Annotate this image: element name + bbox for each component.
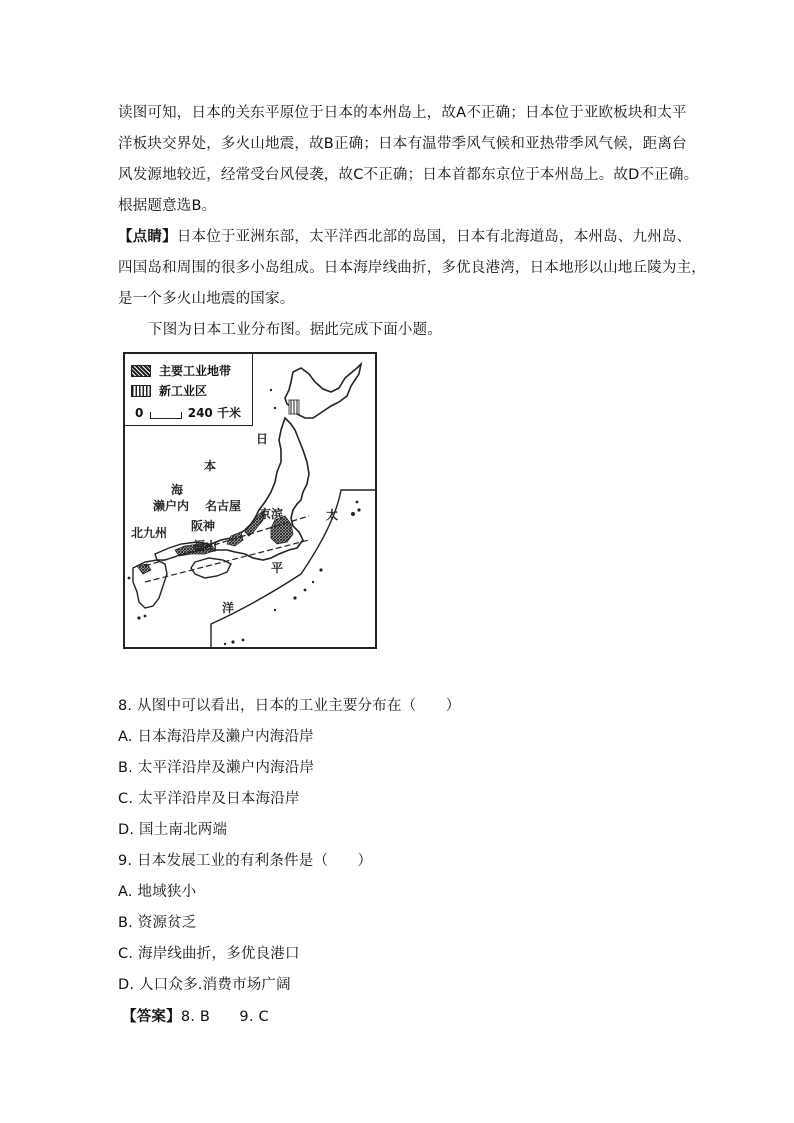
question-9-option-b: B. 资源贫乏: [118, 915, 197, 931]
scale-bar: [135, 404, 241, 421]
explanation-line-4: 根据题意选B。: [118, 198, 217, 214]
answer-text: 8. B 9. C: [180, 1009, 269, 1025]
legend-main-belt: [131, 362, 231, 379]
comment-text-1: 日本位于亚洲东部，太平洋西北部的岛国，日本有北海道岛，本州岛、九州岛、: [176, 229, 692, 245]
question-8-option-c: C. 太平洋沿岸及日本海沿岸: [118, 791, 300, 807]
answer-line: [122, 1007, 269, 1027]
explanation-line-3: 风发源地较近，经常受台风侵袭，故C不正确；日本首都东京位于本州岛上。故D不正确。: [118, 167, 699, 183]
map-legend: [125, 354, 253, 426]
question-8-option-a: A. 日本海沿岸及濑户内海沿岸: [118, 729, 314, 745]
scale-unit: 千米: [216, 406, 241, 420]
dense-hatch-swatch-icon: [131, 365, 151, 377]
label-ocean-tai: 太: [326, 508, 339, 522]
answer-tag: 【答案】: [122, 1009, 181, 1025]
comment-line-3: 是一个多火山地震的国家。: [118, 291, 295, 307]
question-9-stem: 9. 日本发展工业的有利条件是（ ）: [118, 853, 373, 869]
question-8-stem: 8. 从图中可以看出，日本的工业主要分布在（ ）: [118, 698, 461, 714]
question-8-option-d: D. 国土南北两端: [118, 822, 228, 838]
label-sea-ri: 日: [256, 432, 269, 446]
comment-line-2: 四国岛和周围的很多小岛组成。日本海岸线曲折，多优良港湾，日本地形以山地丘陵为主，: [118, 260, 706, 276]
legend-main-belt-label: 主要工业地带: [159, 364, 232, 378]
explanation-line-1: 读图可知，日本的关东平原位于日本的本州岛上，故A不正确；日本位于亚欧板块和太平: [118, 105, 687, 121]
label-sea-ben: 本: [204, 459, 217, 473]
label-ocean-yang: 洋: [222, 601, 235, 615]
label-nagoya: 名古屋: [205, 499, 242, 513]
label-ocean-ping: 平: [271, 561, 284, 575]
comment-line-1: [118, 227, 691, 247]
map-intro: 下图为日本工业分布图。据此完成下面小题。: [148, 322, 442, 338]
question-9-option-c: C. 海岸线曲折，多优良港口: [118, 946, 300, 962]
legend-new-zone: [131, 382, 207, 399]
scale-start: 0: [135, 406, 144, 420]
legend-new-zone-label: 新工业区: [159, 384, 208, 398]
label-sea-hai: 海: [171, 483, 184, 497]
comment-tag: 【点睛】: [118, 229, 177, 245]
label-fukuyama: 福山: [193, 539, 218, 553]
label-keihin: 京滨: [259, 507, 284, 521]
label-kitakyushu: 北九州: [131, 526, 168, 540]
explanation-line-2: 洋板块交界处，多火山地震，故B正确；日本有温带季风气候和亚热带季风气候，距离台: [118, 136, 687, 152]
label-setouchi: 濑户内: [153, 499, 190, 513]
japan-industry-map: [123, 352, 377, 649]
question-9-option-d: D. 人口众多.消费市场广阔: [118, 977, 291, 993]
stripe-swatch-icon: [131, 385, 151, 397]
label-hanshin: 阪神: [191, 519, 216, 533]
question-8-option-b: B. 太平洋沿岸及濑户内海沿岸: [118, 760, 315, 776]
question-9-option-a: A. 地域狭小: [118, 884, 197, 900]
scale-end: 240: [187, 406, 213, 420]
